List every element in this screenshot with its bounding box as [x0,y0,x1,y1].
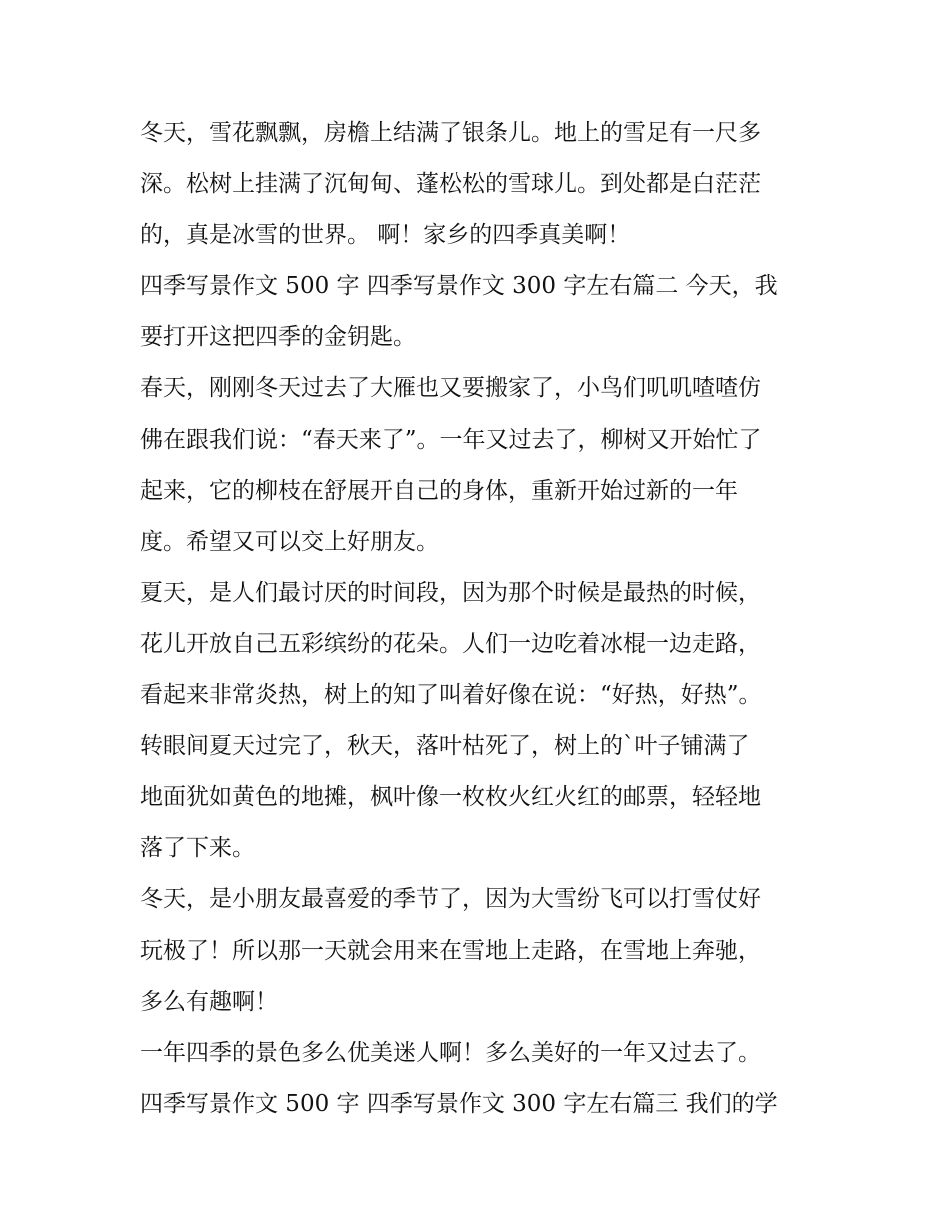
text-line: 落了下来。 [140,835,255,862]
text-line: 花儿开放自己五彩缤纷的花朵。人们一边吃着冰棍一边走路， [140,630,761,657]
text-line: 深。松树上挂满了沉甸甸、蓬松松的雪球儿。到处都是白茫茫 [140,171,761,198]
text-line: 多么有趣啊！ [140,988,278,1015]
text-line: 度。希望又可以交上好朋友。 [140,528,439,555]
text-line: 的，真是冰雪的世界。 啊！家乡的四季真美啊！ [140,222,631,249]
text-line: 冬天，是小朋友最喜爱的季节了，因为大雪纷飞可以打雪仗好 [140,886,761,913]
text-line: 看起来非常炎热，树上的知了叫着好像在说：“好热，好热”。 [140,682,762,709]
text-line: 春天，刚刚冬天过去了大雁也又要搬家了，小鸟们叽叽喳喳仿 [140,375,761,402]
text-line: 起来，它的柳枝在舒展开自己的身体，重新开始过新的一年 [140,477,738,504]
text-line: 一年四季的景色多么优美迷人啊！多么美好的一年又过去了。 [140,1039,761,1066]
text-line: 地面犹如黄色的地摊，枫叶像一枚枚火红火红的邮票，轻轻地 [140,784,761,811]
text-line: 要打开这把四季的金钥匙。 [140,324,416,351]
text-line: 冬天，雪花飘飘，房檐上结满了银条儿。地上的雪足有一尺多 [140,120,761,146]
section-heading-line: 四季写景作文 500 字 四季写景作文 300 字左右篇三 我们的学 [140,1090,778,1117]
text-line: 夏天，是人们最讨厌的时间段，因为那个时候是最热的时候， [140,579,761,606]
section-heading-line: 四季写景作文 500 字 四季写景作文 300 字左右篇二 今天，我 [140,273,778,300]
text-line: 佛在跟我们说：“春天来了”。一年又过去了，柳树又开始忙了 [140,426,762,453]
text-line: 转眼间夏天过完了，秋天，落叶枯死了，树上的`叶子铺满了 [140,733,750,760]
essay-body [140,108,820,1130]
text-line: 玩极了！所以那一天就会用来在雪地上走路，在雪地上奔驰， [140,937,761,964]
